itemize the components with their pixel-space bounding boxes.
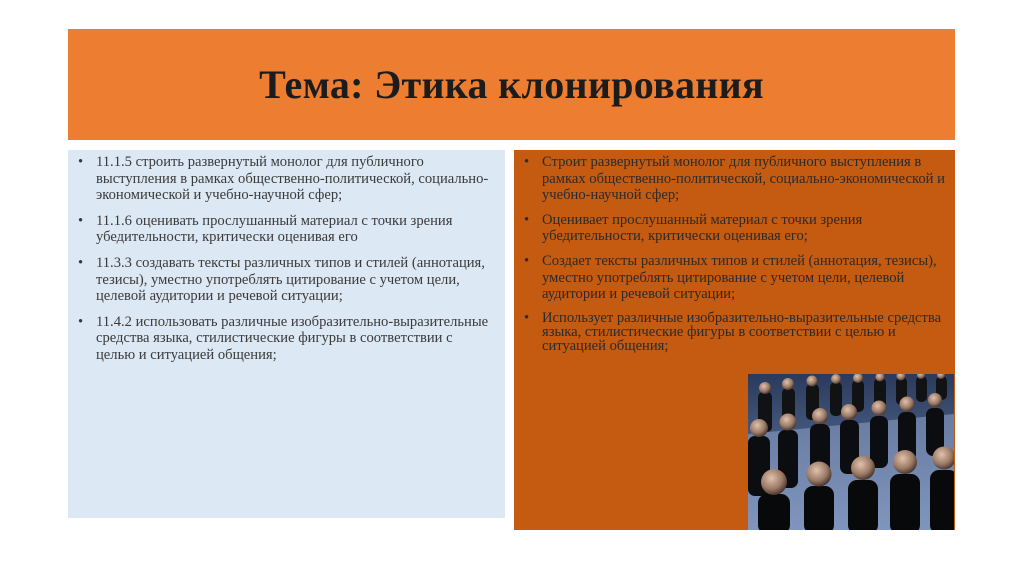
list-item-text: Использует различные изобразительно-выразительные средства языка, стилистические фигуры в соответствии с целью и ситуацией общения; xyxy=(542,309,942,354)
list-item-text: 11.3.3 создавать тексты различных типов и стилей (аннотация, тезисы), уместно употреблять цитирование с учетом цели, целевой аудитории и речевой ситуации; xyxy=(96,254,485,305)
bullet-icon: • xyxy=(524,309,530,326)
criteria-list xyxy=(522,154,945,353)
list-item xyxy=(522,154,945,204)
bullet-icon: • xyxy=(78,212,84,229)
list-item xyxy=(522,212,945,245)
list-item-text: Оценивает прослушанный материал с точки зрения убедительности, критически оценивая его; xyxy=(542,211,863,245)
list-item xyxy=(522,311,945,353)
bullet-icon: • xyxy=(524,154,530,170)
bullet-icon: • xyxy=(524,211,530,228)
list-item-text: Строит развернутый монолог для публичного выступления в рамках общественно-политической, социально-экономической и учебно-научной сфер; xyxy=(542,154,945,204)
objectives-list xyxy=(76,154,495,364)
bullet-icon: • xyxy=(78,154,84,170)
slide-title: Тема: Этика клонирования xyxy=(259,62,764,107)
list-item xyxy=(76,255,495,305)
bullet-icon: • xyxy=(524,252,530,269)
list-item-text: 11.1.5 строить развернутый монолог для публичного выступления в рамках общественно-политической, социально-экономической и учебно-научной сфер; xyxy=(96,154,489,204)
list-item-text: 11.1.6 оценивать прослушанный материал с точки зрения убедительности, критически оценивая его xyxy=(96,212,453,246)
bullet-icon: • xyxy=(78,254,84,271)
crowd-illustration xyxy=(748,374,954,530)
list-item xyxy=(76,213,495,246)
objectives-panel xyxy=(68,150,505,518)
list-item xyxy=(522,253,945,303)
clones-crowd-image xyxy=(748,374,954,530)
list-item xyxy=(76,154,495,204)
bullet-icon: • xyxy=(78,313,84,330)
list-item-text: 11.4.2 использовать различные изобразительно-выразительные средства языка, стилистические фигуры в соответствии с целью и ситуацией общения; xyxy=(96,313,489,363)
list-item-text: Создает тексты различных типов и стилей (аннотация, тезисы), уместно употреблять цитирование с учетом цели, целевой аудитории и речевой ситуации; xyxy=(542,252,937,303)
list-item xyxy=(76,314,495,364)
title-banner xyxy=(68,29,955,140)
